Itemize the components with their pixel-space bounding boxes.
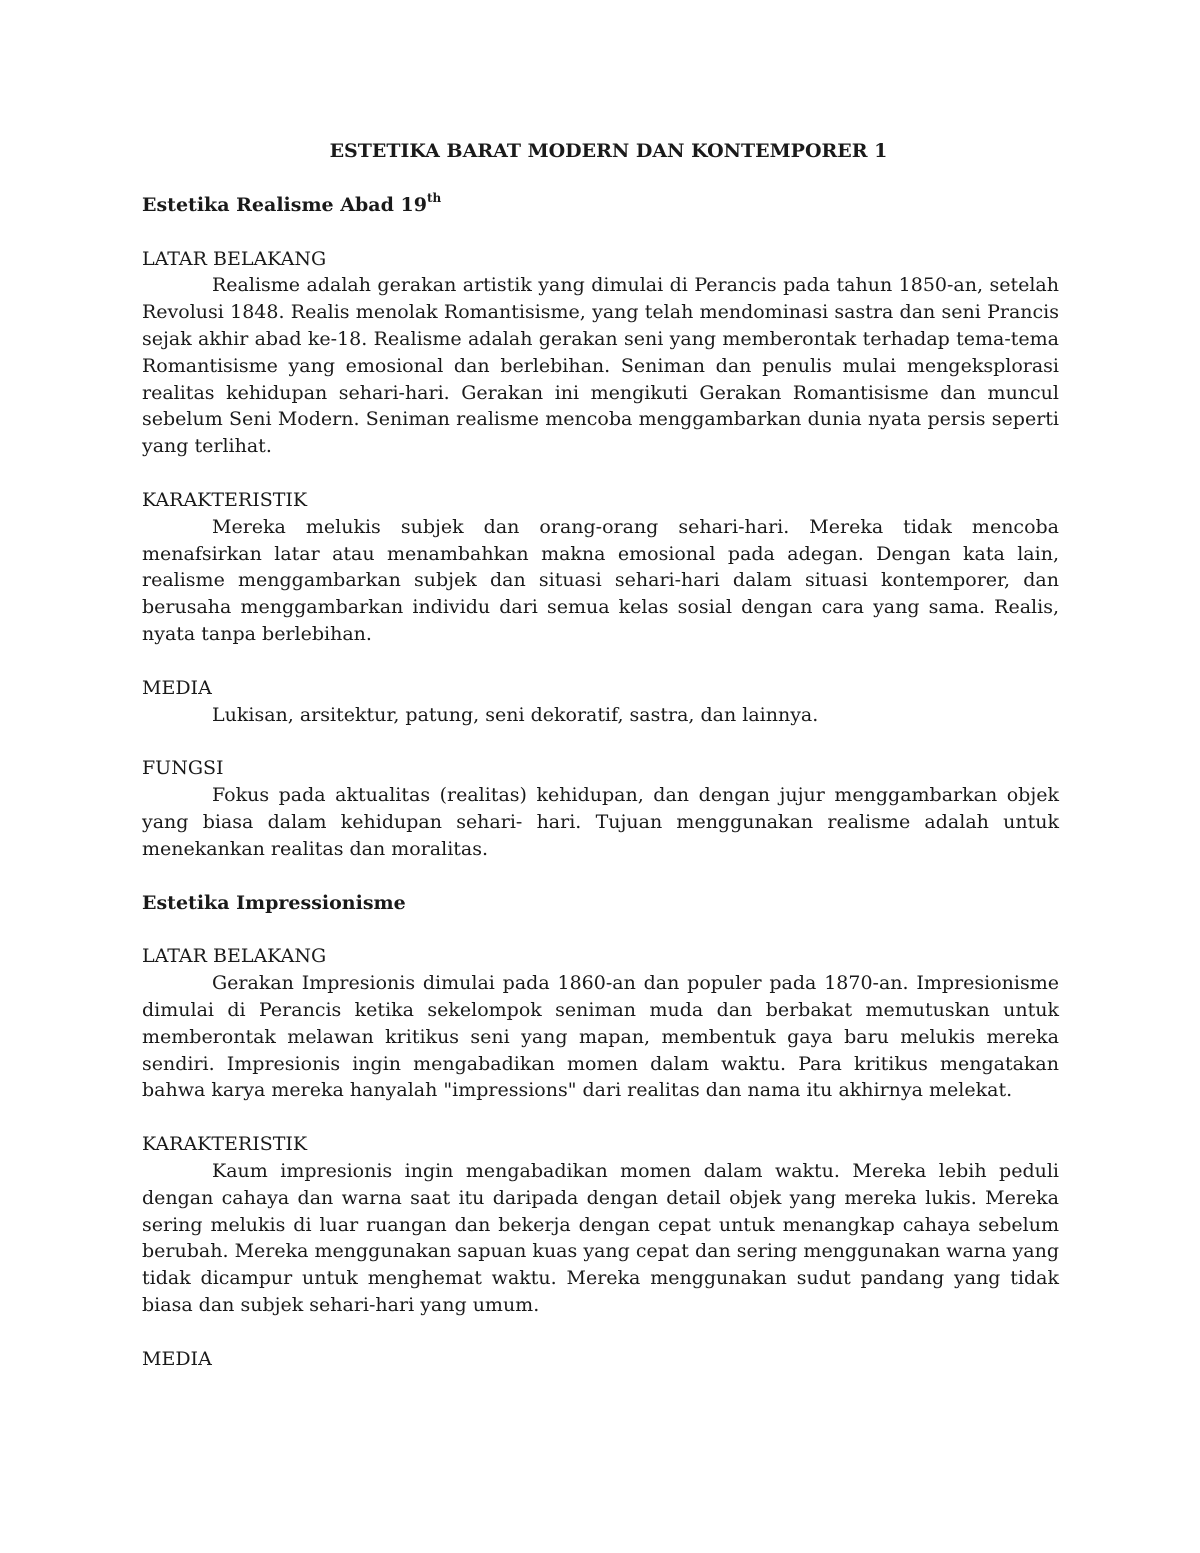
section-impressionisme (142, 890, 1059, 1373)
block-media (142, 1346, 1059, 1373)
block-label: FUNGSI (142, 757, 224, 780)
section-realisme (142, 192, 1059, 863)
block-fungsi (142, 755, 1059, 862)
section-heading-text: Estetika Realisme Abad 19 (142, 193, 427, 216)
block-paragraph: Mereka melukis subjek dan orang-orang sehari-hari. Mereka tidak mencoba menafsirkan latar atau menambahkan makna emosional pada adegan. Dengan kata lain, realisme menggambarkan subjek dan situasi sehari-hari dalam situasi kontemporer, dan berusaha menggambarkan individu dari semua kelas sosial dengan cara yang sama. Realis, nyata tanpa berlebihan. (142, 515, 1059, 645)
block-paragraph: Realisme adalah gerakan artistik yang dimulai di Perancis pada tahun 1850-an, setelah Revolusi 1848. Realis menolak Romantisisme, yang telah mendominasi sastra dan seni Prancis sejak akhir abad ke-18. Realisme adalah gerakan seni yang memberontak terhadap tema-tema Romantisisme yang emosional dan berlebihan. Seniman dan penulis mulai mengeksplorasi realitas kehidupan sehari-hari. Gerakan ini mengikuti Gerakan Romantisisme dan muncul sebelum Seni Modern. Seniman realisme mencoba menggambarkan dunia nyata persis seperti yang terlihat. (142, 274, 1059, 458)
block-label: KARAKTERISTIK (142, 488, 308, 511)
section-heading-superscript: th (426, 190, 442, 205)
block-paragraph: Fokus pada aktualitas (realitas) kehidupan, dan dengan jujur menggambarkan objek yang biasa dalam kehidupan sehari- hari. Tujuan menggunakan realisme adalah untuk menekankan realitas dan moralitas. (142, 784, 1059, 860)
block-karakteristik (142, 487, 1059, 648)
block-label: LATAR BELAKANG (142, 945, 327, 968)
block-latar-belakang (142, 246, 1059, 460)
document-page (142, 138, 1059, 1399)
block-label: MEDIA (142, 1347, 212, 1370)
block-label: LATAR BELAKANG (142, 247, 327, 270)
block-latar-belakang (142, 943, 1059, 1104)
document-title: ESTETIKA BARAT MODERN DAN KONTEMPORER 1 (329, 140, 888, 162)
block-karakteristik (142, 1131, 1059, 1319)
block-paragraph: Gerakan Impresionis dimulai pada 1860-an dan populer pada 1870-an. Impresionisme dimulai di Perancis ketika sekelompok seniman muda dan berbakat memutuskan untuk memberontak melawan kritikus seni yang mapan, membentuk gaya baru melukis mereka sendiri. Impresionis ingin mengabadikan momen dalam waktu. Para kritikus mengatakan bahwa karya mereka hanyalah "impressions" dari realitas dan nama itu akhirnya melekat. (142, 972, 1059, 1102)
block-label: KARAKTERISTIK (142, 1133, 308, 1156)
block-label: MEDIA (142, 676, 212, 699)
section-heading (142, 192, 1059, 219)
block-media (142, 675, 1059, 729)
block-paragraph: Lukisan, arsitektur, patung, seni dekoratif, sastra, dan lainnya. (212, 703, 819, 726)
section-heading: Estetika Impressionisme (142, 891, 406, 914)
block-paragraph: Kaum impresionis ingin mengabadikan momen dalam waktu. Mereka lebih peduli dengan cahaya dan warna saat itu daripada dengan detail objek yang mereka lukis. Mereka sering melukis di luar ruangan dan bekerja dengan cepat untuk menangkap cahaya sebelum berubah. Mereka menggunakan sapuan kuas yang cepat dan sering menggunakan warna yang tidak dicampur untuk menghemat waktu. Mereka menggunakan sudut pandang yang tidak biasa dan subjek sehari-hari yang umum. (142, 1159, 1059, 1316)
